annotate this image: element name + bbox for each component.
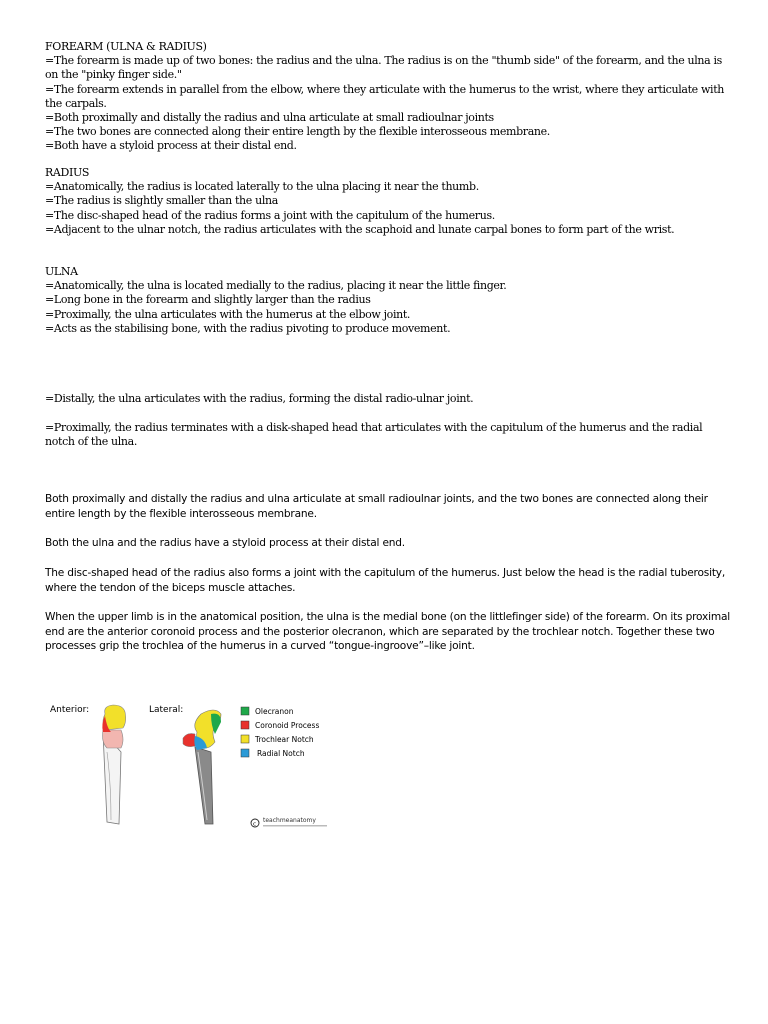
radius-heading: RADIUS: [45, 166, 90, 179]
paragraph-2: [45, 536, 735, 551]
radius-line: =The radius is slightly smaller than the ulna: [45, 194, 278, 208]
forearm-line: =Both have a styloid process at their distal end.: [45, 139, 297, 153]
legend-swatch-olecranon: [241, 707, 249, 715]
paragraph-text: Both the ulna and the radius have a styloid process at their distal end.: [45, 537, 405, 549]
anterior-label: Anterior:: [50, 705, 90, 715]
ulna-anatomy-illustration: [45, 692, 335, 834]
forearm-line: =The forearm extends in parallel from the elbow, where they articulate with the humerus to the wrist, where they articulate with the carpals.: [45, 82, 725, 110]
legend-label-trochlear: Trochlear Notch: [255, 735, 314, 744]
paragraph-1: [45, 492, 735, 521]
ulna-line: =Anatomically, the ulna is located medially to the radius, placing it near the little finger.: [45, 279, 507, 293]
distal-note-text: =Distally, the ulna articulates with the radius, forming the distal radio-ulnar joint.: [45, 392, 474, 405]
radius-line: =Anatomically, the radius is located laterally to the ulna placing it near the thumb.: [45, 180, 479, 194]
paragraph-3: [45, 566, 735, 595]
ulna-heading: ULNA: [45, 265, 78, 278]
anterior-ulna-drawing: [102, 705, 125, 824]
paragraph-text: When the upper limb is in the anatomical position, the ulna is the medial bone (on the littlefinger side) of the forearm. On its proximal end are the anterior coronoid process and the posterior olecranon, which are separated by the trochlear notch. Together these two processes grip the trochlea of the humerus in a curved “tongue-ingroove”–like joint.: [45, 611, 730, 653]
figure-credit: [251, 817, 327, 828]
ulna-line: =Long bone in the forearm and slightly larger than the radius: [45, 293, 371, 307]
lateral-label: Lateral:: [149, 705, 184, 715]
anterior-head-pink: [103, 730, 124, 748]
ulna-line: =Acts as the stabilising bone, with the radius pivoting to produce movement.: [45, 321, 451, 335]
distal-note: [45, 392, 735, 406]
credit-subline: [263, 825, 327, 827]
radius-section: [45, 166, 735, 237]
radius-line: =Adjacent to the ulnar notch, the radius articulates with the scaphoid and lunate carpal bones to form part of the wrist.: [45, 222, 675, 236]
ulna-line: =Proximally, the ulna articulates with the humerus at the elbow joint.: [45, 307, 411, 321]
legend-label-olecranon: Olecranon: [255, 707, 294, 716]
lateral-coronoid: [183, 734, 195, 747]
credit-text: teachmeanatomy: [263, 817, 316, 824]
legend-swatch-trochlear: [241, 735, 249, 743]
paragraph-4: [45, 610, 735, 654]
forearm-line: =The two bones are connected along their entire length by the flexible interosseous membrane.: [45, 125, 550, 139]
legend-swatch-coronoid: [241, 721, 249, 729]
forearm-line: =Both proximally and distally the radius and ulna articulate at small radioulnar joints: [45, 111, 494, 125]
copyright-icon-glyph: c: [253, 821, 257, 828]
paragraph-text: Both proximally and distally the radius and ulna articulate at small radioulnar joints, and the two bones are connected along their entire length by the flexible interosseous membrane.: [45, 493, 708, 520]
paragraph-text: The disc-shaped head of the radius also forms a joint with the capitulum of the humerus. Just below the head is the radial tuberosity, where the tendon of the biceps muscle attaches.: [45, 567, 726, 594]
proximal-note-text: =Proximally, the radius terminates with a disk-shaped head that articulates with the capitulum of the humerus and the radial notch of the ulna.: [45, 421, 703, 449]
legend-swatch-radial: [241, 749, 249, 757]
forearm-heading: FOREARM (ULNA & RADIUS): [45, 40, 207, 53]
legend-label-radial: Radial Notch: [257, 749, 305, 758]
proximal-note: [45, 421, 735, 449]
legend-label-coronoid: Coronoid Process: [255, 721, 320, 730]
forearm-section: [45, 40, 735, 154]
forearm-line: =The forearm is made up of two bones: the radius and the ulna. The radius is on the "thumb side" of the forearm, and the ulna is on the "pinky finger side.": [45, 54, 722, 82]
ulna-anatomy-figure: [45, 692, 335, 834]
lateral-shaft: [195, 747, 213, 824]
radius-line: =The disc-shaped head of the radius forms a joint with the capitulum of the humerus.: [45, 208, 495, 222]
ulna-section: [45, 265, 735, 336]
figure-legend: [241, 707, 319, 758]
lateral-ulna-drawing: [183, 710, 221, 824]
